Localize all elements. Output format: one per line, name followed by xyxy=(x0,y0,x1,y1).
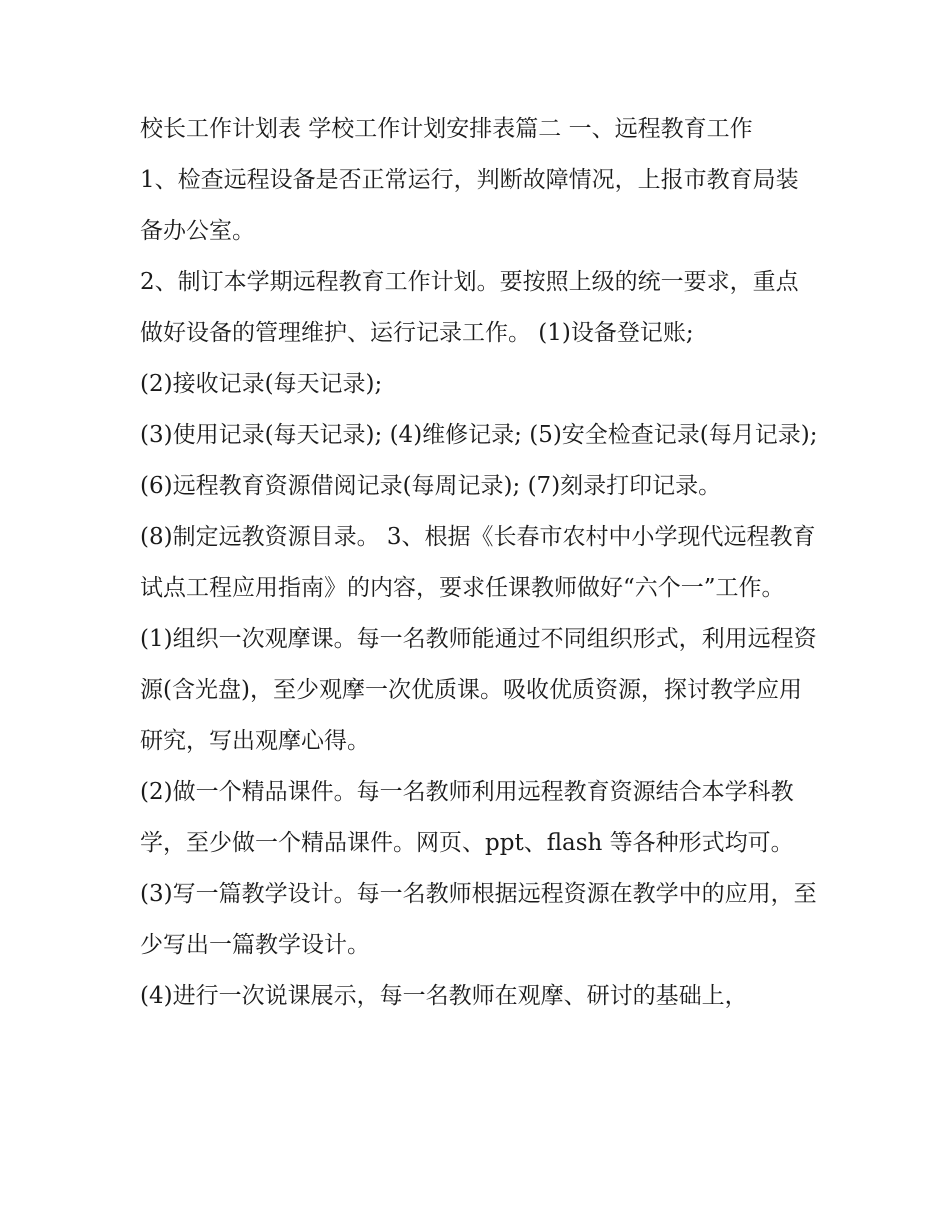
paragraph-item-3: (8)制定远教资源目录。 3、根据《长春市农村中小学现代远程教育试点工程应用指南》的内容，要求任课教师做好“六个一”工作。 xyxy=(140,524,816,601)
paragraph-title: 校长工作计划表 学校工作计划安排表篇二 一、远程教育工作 xyxy=(140,116,753,142)
paragraph-observe-lesson: (1)组织一次观摩课。每一名教师能通过不同组织形式，利用远程资源(含光盘)，至少观摩一次优质课。吸收优质资源，探讨教学应用研究，写出观摩心得。 xyxy=(140,626,817,754)
paragraph-record-list: (3)使用记录(每天记录); (4)维修记录; (5)安全检查记录(每月记录); (6)远程教育资源借阅记录(每周记录); (7)刻录打印记录。 xyxy=(140,422,818,499)
paragraph-item-2: 2、制订本学期远程教育工作计划。要按照上级的统一要求，重点做好设备的管理维护、运行记录工作。 (1)设备登记账; xyxy=(140,269,799,346)
paragraph-courseware: (2)做一个精品课件。每一名教师利用远程教育资源结合本学科教学，至少做一个精品课件。网页、ppt、flash 等各种形式均可。 xyxy=(140,779,794,856)
paragraph-item-1: 1、检查远程设备是否正常运行，判断故障情况，上报市教育局装备办公室。 xyxy=(140,167,799,244)
paragraph-record-receive: (2)接收记录(每天记录); xyxy=(140,371,383,397)
paragraph-lesson-presentation: (4)进行一次说课展示，每一名教师在观摩、研讨的基础上， xyxy=(140,983,748,1009)
paragraph-teaching-design: (3)写一篇教学设计。每一名教师根据远程资源在教学中的应用，至少写出一篇教学设计。 xyxy=(140,881,817,958)
document-body xyxy=(140,104,820,1022)
